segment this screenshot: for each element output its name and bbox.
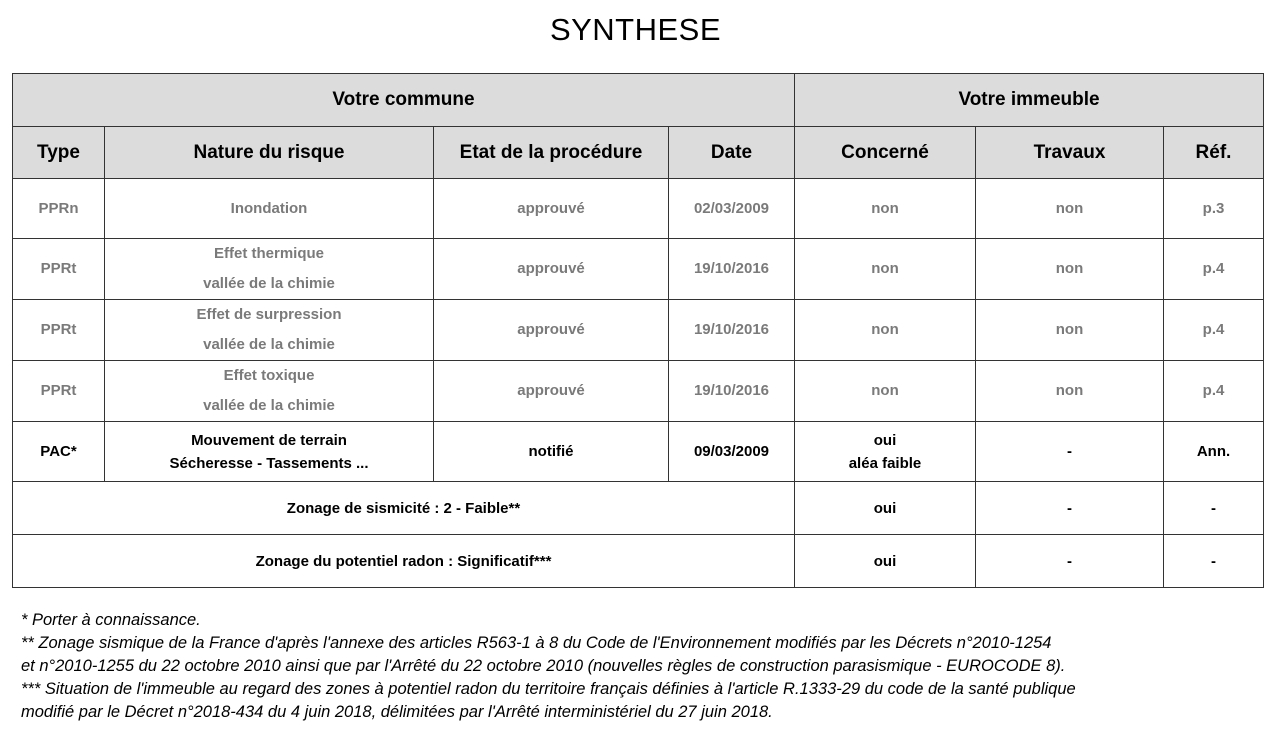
cell-travaux: - <box>976 422 1164 482</box>
group-header-commune: Votre commune <box>13 74 795 127</box>
cell-ref: Ann. <box>1164 422 1264 482</box>
cell-date: 09/03/2009 <box>669 422 795 482</box>
cell-type: PPRt <box>13 239 105 300</box>
cell-travaux: non <box>976 300 1164 361</box>
concerne-line: oui <box>873 431 897 449</box>
column-header-type: Type <box>13 127 105 179</box>
table-row <box>13 300 1264 361</box>
cell-date: 19/10/2016 <box>669 300 795 361</box>
cell-nature <box>105 239 434 300</box>
cell-zone-label: Zonage du potentiel radon : Significatif*** <box>13 535 795 588</box>
column-header-concerne: Concerné <box>795 127 976 179</box>
cell-travaux: non <box>976 179 1164 239</box>
group-header-immeuble: Votre immeuble <box>795 74 1264 127</box>
cell-etat: notifié <box>434 422 669 482</box>
cell-date: 02/03/2009 <box>669 179 795 239</box>
cell-etat: approuvé <box>434 179 669 239</box>
cell-concerne: non <box>795 239 976 300</box>
nature-line: vallée de la chimie <box>203 397 335 414</box>
footnote-line: * Porter à connaissance. <box>21 611 201 629</box>
cell-ref: p.3 <box>1164 179 1264 239</box>
cell-ref: - <box>1164 535 1264 588</box>
nature-line: vallée de la chimie <box>203 275 335 292</box>
nature-line: Mouvement de terrain <box>191 431 347 449</box>
page-title: SYNTHESE <box>549 12 722 47</box>
footnote-line: modifié par le Décret n°2018-434 du 4 juin 2018, délimitées par l'Arrêté interministériel du 27 juin 2018. <box>21 703 773 721</box>
cell-nature <box>105 300 434 361</box>
nature-line: Effet de surpression <box>196 306 342 323</box>
cell-etat: approuvé <box>434 300 669 361</box>
nature-line: Sécheresse - Tassements ... <box>169 454 369 472</box>
cell-ref: - <box>1164 482 1264 535</box>
footnote-line: *** Situation de l'immeuble au regard des zones à potentiel radon du territoire français définies à l'article R.1333-29 du code de la santé publique <box>21 680 1076 698</box>
cell-date: 19/10/2016 <box>669 239 795 300</box>
cell-travaux: non <box>976 361 1164 422</box>
cell-concerne: oui <box>795 535 976 588</box>
nature-line: Inondation <box>230 199 308 217</box>
cell-concerne: non <box>795 179 976 239</box>
cell-type: PAC* <box>13 422 105 482</box>
nature-line: vallée de la chimie <box>203 336 335 353</box>
column-header-nature: Nature du risque <box>105 127 434 179</box>
cell-zone-label: Zonage de sismicité : 2 - Faible** <box>13 482 795 535</box>
table-row <box>13 179 1264 239</box>
cell-type: PPRn <box>13 179 105 239</box>
zone-row-radon <box>13 535 1264 588</box>
cell-concerne: non <box>795 361 976 422</box>
table-row <box>13 361 1264 422</box>
cell-nature <box>105 422 434 482</box>
column-header-ref: Réf. <box>1164 127 1264 179</box>
synthese-table <box>12 73 1264 588</box>
column-header-etat: Etat de la procédure <box>434 127 669 179</box>
cell-ref: p.4 <box>1164 361 1264 422</box>
cell-ref: p.4 <box>1164 300 1264 361</box>
zone-row-sismicite <box>13 482 1264 535</box>
cell-type: PPRt <box>13 300 105 361</box>
cell-concerne: oui <box>795 482 976 535</box>
cell-type: PPRt <box>13 361 105 422</box>
cell-travaux: non <box>976 239 1164 300</box>
column-header-travaux: Travaux <box>976 127 1164 179</box>
cell-etat: approuvé <box>434 239 669 300</box>
cell-etat: approuvé <box>434 361 669 422</box>
cell-date: 19/10/2016 <box>669 361 795 422</box>
concerne-line: aléa faible <box>848 454 922 472</box>
footnotes <box>21 609 1076 724</box>
footnote-line: et n°2010-1255 du 22 octobre 2010 ainsi que par l'Arrêté du 22 octobre 2010 (nouvelles règles de construction parasismique - EUROCODE 8). <box>21 657 1066 675</box>
table-row <box>13 422 1264 482</box>
cell-concerne: non <box>795 300 976 361</box>
cell-travaux: - <box>976 482 1164 535</box>
nature-line: Effet thermique <box>213 245 324 262</box>
column-header-date: Date <box>669 127 795 179</box>
cell-ref: p.4 <box>1164 239 1264 300</box>
cell-concerne <box>795 422 976 482</box>
cell-nature <box>105 361 434 422</box>
cell-nature <box>105 179 434 239</box>
table-row <box>13 239 1264 300</box>
footnote-line: ** Zonage sismique de la France d'après l'annexe des articles R563-1 à 8 du Code de l'Environnement modifiés par les Décrets n°2010-1254 <box>21 634 1052 652</box>
cell-travaux: - <box>976 535 1164 588</box>
nature-line: Effet toxique <box>223 367 315 384</box>
